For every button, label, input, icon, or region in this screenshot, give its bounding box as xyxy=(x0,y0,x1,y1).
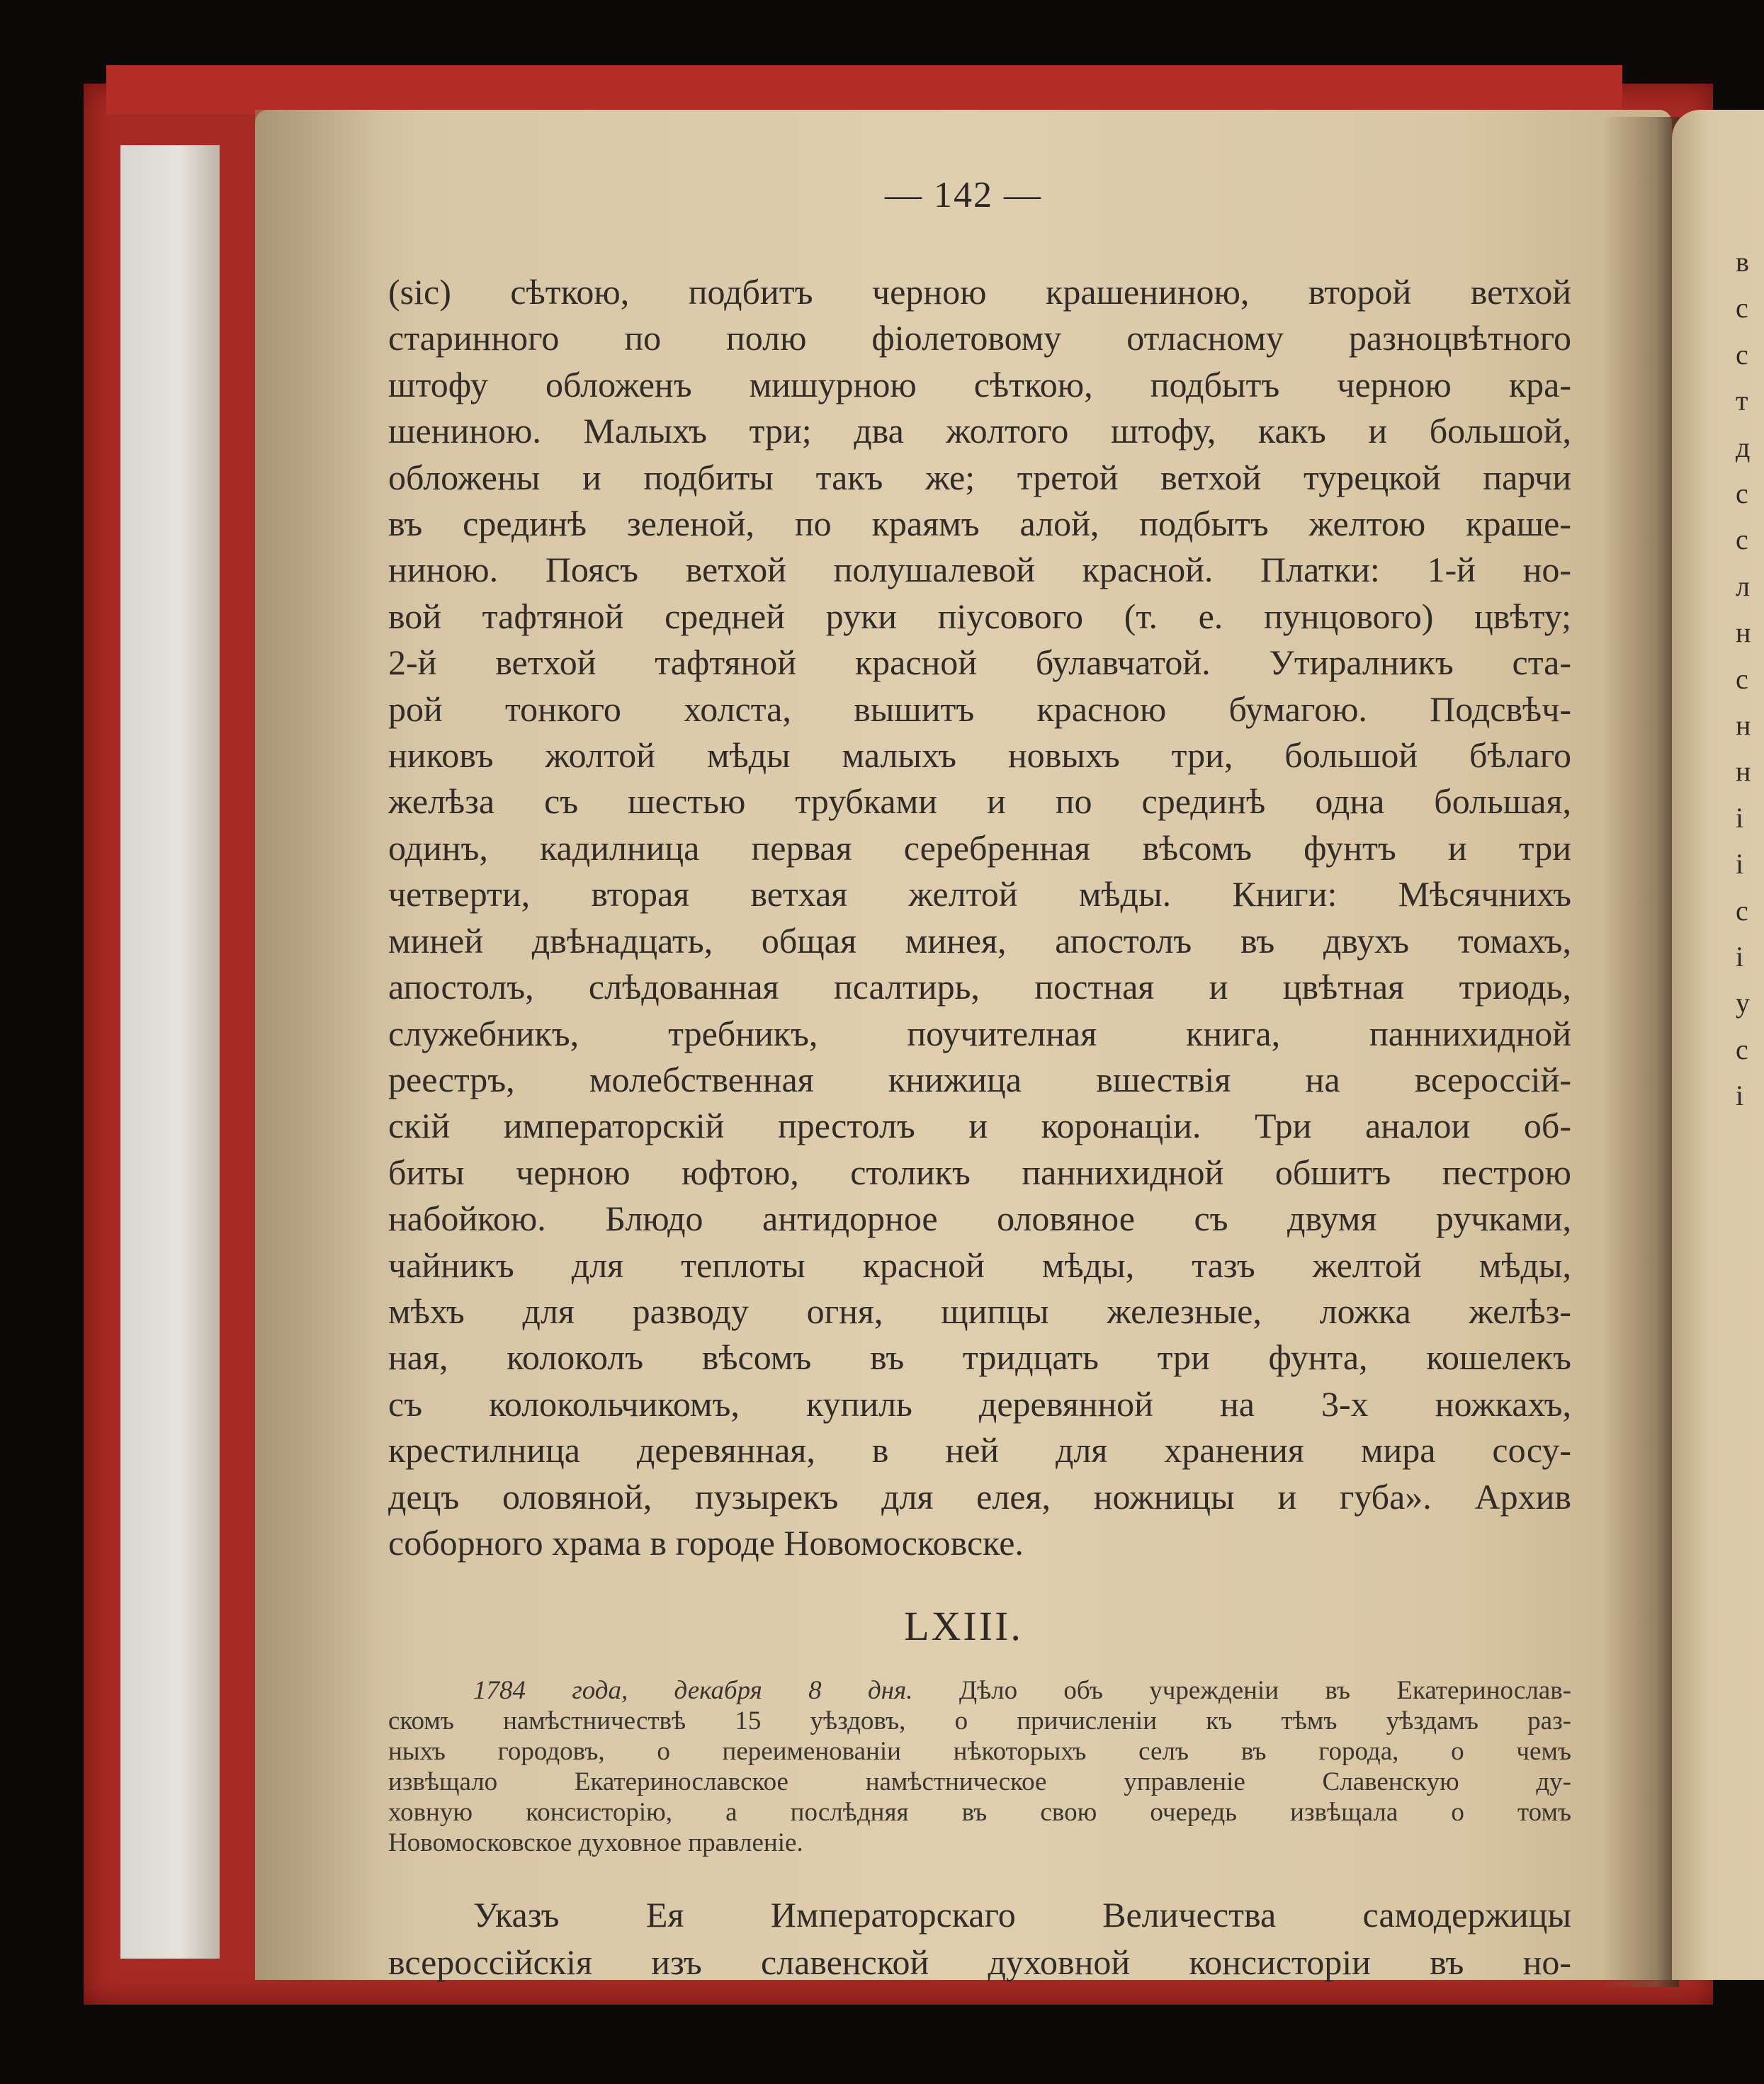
text-line: вой тафтяной средней руки піусового (т. е. пунцового) цвѣту; xyxy=(388,596,1571,636)
summary-line: скомъ намѣстничествѣ 15 уѣздовъ, о причисленіи къ тѣмъ уѣздамъ раз- xyxy=(388,1706,1571,1735)
text-line: децъ оловяной, пузырекъ для елея, ножницы и губа». Архив xyxy=(388,1476,1571,1517)
text-line: крестилница деревянная, в ней для хранения мира сосу- xyxy=(388,1430,1571,1471)
section-heading: LXIII. xyxy=(904,1603,1023,1649)
summary-line-text: Дѣло объ учрежденіи въ Екатеринослав- xyxy=(959,1676,1572,1705)
decree-text xyxy=(388,1891,1571,1986)
text-line: 2-й ветхой тафтяной красной булавчатой. Утиралникъ ста- xyxy=(388,642,1571,683)
facing-page-letter: у xyxy=(1736,987,1750,1019)
text-line: мѣхъ для разводу огня, щипцы железные, ложка желѣз- xyxy=(388,1291,1571,1331)
text-line: ниною. Поясъ ветхой полушалевой красной. Платки: 1-й но- xyxy=(388,550,1571,590)
facing-page-letter: і xyxy=(1736,941,1744,973)
facing-page-letter: с xyxy=(1736,894,1748,927)
text-line: четверти, вторая ветхая желтой мѣды. Книги: Мѣсячнихъ xyxy=(388,874,1571,914)
text-line: съ колокольчикомъ, купиль деревянной на 3-х ножкахъ, xyxy=(388,1383,1571,1424)
page-number: — 142 — xyxy=(885,175,1042,215)
body-text xyxy=(388,269,1571,1566)
decree-line: Указъ Ея Императорскаго Величества самодержицы xyxy=(473,1895,1571,1935)
text-line: штофу обложенъ мишурною сѣткою, подбытъ черною кра- xyxy=(388,364,1571,404)
facing-page-letter: с xyxy=(1736,292,1748,324)
facing-page-letter: і xyxy=(1736,848,1744,880)
text-line: ная, колоколъ вѣсомъ въ тридцать три фунта, кошелекъ xyxy=(388,1337,1571,1378)
text-line: никовъ жолтой мѣды малыхъ новыхъ три, большой бѣлаго xyxy=(388,735,1571,776)
summary-line: ныхъ городовъ, о переименованіи нѣкоторыхъ селъ въ города, о чемъ xyxy=(388,1737,1571,1766)
facing-page-letter: в xyxy=(1736,246,1749,278)
text-line: реестръ, молебственная книжица вшествія на всероссій- xyxy=(388,1059,1571,1099)
facing-page-letter: с xyxy=(1736,1033,1748,1065)
text-line: биты черною юфтою, столикъ паннихидной обшитъ пестрою xyxy=(388,1152,1571,1192)
page-shadow xyxy=(255,110,375,1980)
text-line: чайникъ для теплоты красной мѣды, тазъ желтой мѣды, xyxy=(388,1245,1571,1285)
summary-line: извѣщало Екатеринославское намѣстническое управленіе Славенскую ду- xyxy=(388,1767,1571,1796)
text-line: шениною. Малыхъ три; два жолтого штофу, какъ и большой, xyxy=(388,411,1571,451)
text-line: старинного по полю фіолетовому отласному разноцвѣтного xyxy=(388,318,1571,358)
document-summary xyxy=(388,1675,1571,1858)
facing-page-letter: с xyxy=(1736,662,1748,695)
facing-page-letter: с xyxy=(1736,523,1748,556)
facing-page-letter: і xyxy=(1736,801,1744,834)
summary-line: ховную консисторію, а послѣдняя въ свою очередь извѣщала о томъ xyxy=(388,1798,1571,1827)
facing-page-letter: т xyxy=(1736,385,1748,417)
decree-line: всероссійскія изъ славенской духовной консисторіи въ но- xyxy=(388,1942,1571,1982)
text-line: въ срединѣ зеленой, по краямъ алой, подбытъ желтою краше- xyxy=(388,504,1571,544)
text-line: (sic) сѣткою, подбитъ черною крашениною, второй ветхой xyxy=(388,272,1571,312)
text-line: набойкою. Блюдо антидорное оловяное съ двумя ручками, xyxy=(388,1199,1571,1239)
text-line: желѣза съ шестью трубками и по срединѣ одна большая, xyxy=(388,781,1571,822)
text-line: соборного храма в городе Новомосковске. xyxy=(388,1522,1024,1563)
summary-line: Новомосковское духовное правленіе. xyxy=(388,1828,803,1857)
page-edges xyxy=(120,145,220,1959)
summary-line xyxy=(388,1675,1571,1706)
facing-page-letter: с xyxy=(1736,477,1748,509)
facing-page-letter: л xyxy=(1736,570,1750,602)
text-line: скій императорскій престолъ и коронаціи. Три аналои об- xyxy=(388,1106,1571,1146)
text-line: миней двѣнадцать, общая минея, апостолъ въ двухъ томахъ, xyxy=(388,920,1571,961)
book-gutter xyxy=(1602,117,1679,1987)
book-cover-top xyxy=(106,65,1622,115)
text-line: рой тонкого холста, вышитъ красною бумагою. Подсвѣч- xyxy=(388,689,1571,729)
text-line: обложены и подбиты такъ же; третой ветхой турецкой парчи xyxy=(388,457,1571,497)
facing-page-letter: д xyxy=(1736,431,1751,463)
facing-page-letter: н xyxy=(1736,616,1751,649)
text-line: одинъ, кадилница первая серебренная вѣсомъ фунтъ и три xyxy=(388,827,1571,868)
facing-page-letter: н xyxy=(1736,755,1751,788)
facing-page-letter: і xyxy=(1736,1080,1744,1112)
facing-page-letter: с xyxy=(1736,338,1748,370)
summary-date: 1784 года, декабря 8 дня. xyxy=(473,1676,913,1705)
facing-page-letter: н xyxy=(1736,709,1751,741)
text-line: служебникъ, требникъ, поучителная книга, паннихидной xyxy=(388,1013,1571,1053)
text-line: апостолъ, слѣдованная псалтирь, постная и цвѣтная триодь, xyxy=(388,967,1571,1007)
